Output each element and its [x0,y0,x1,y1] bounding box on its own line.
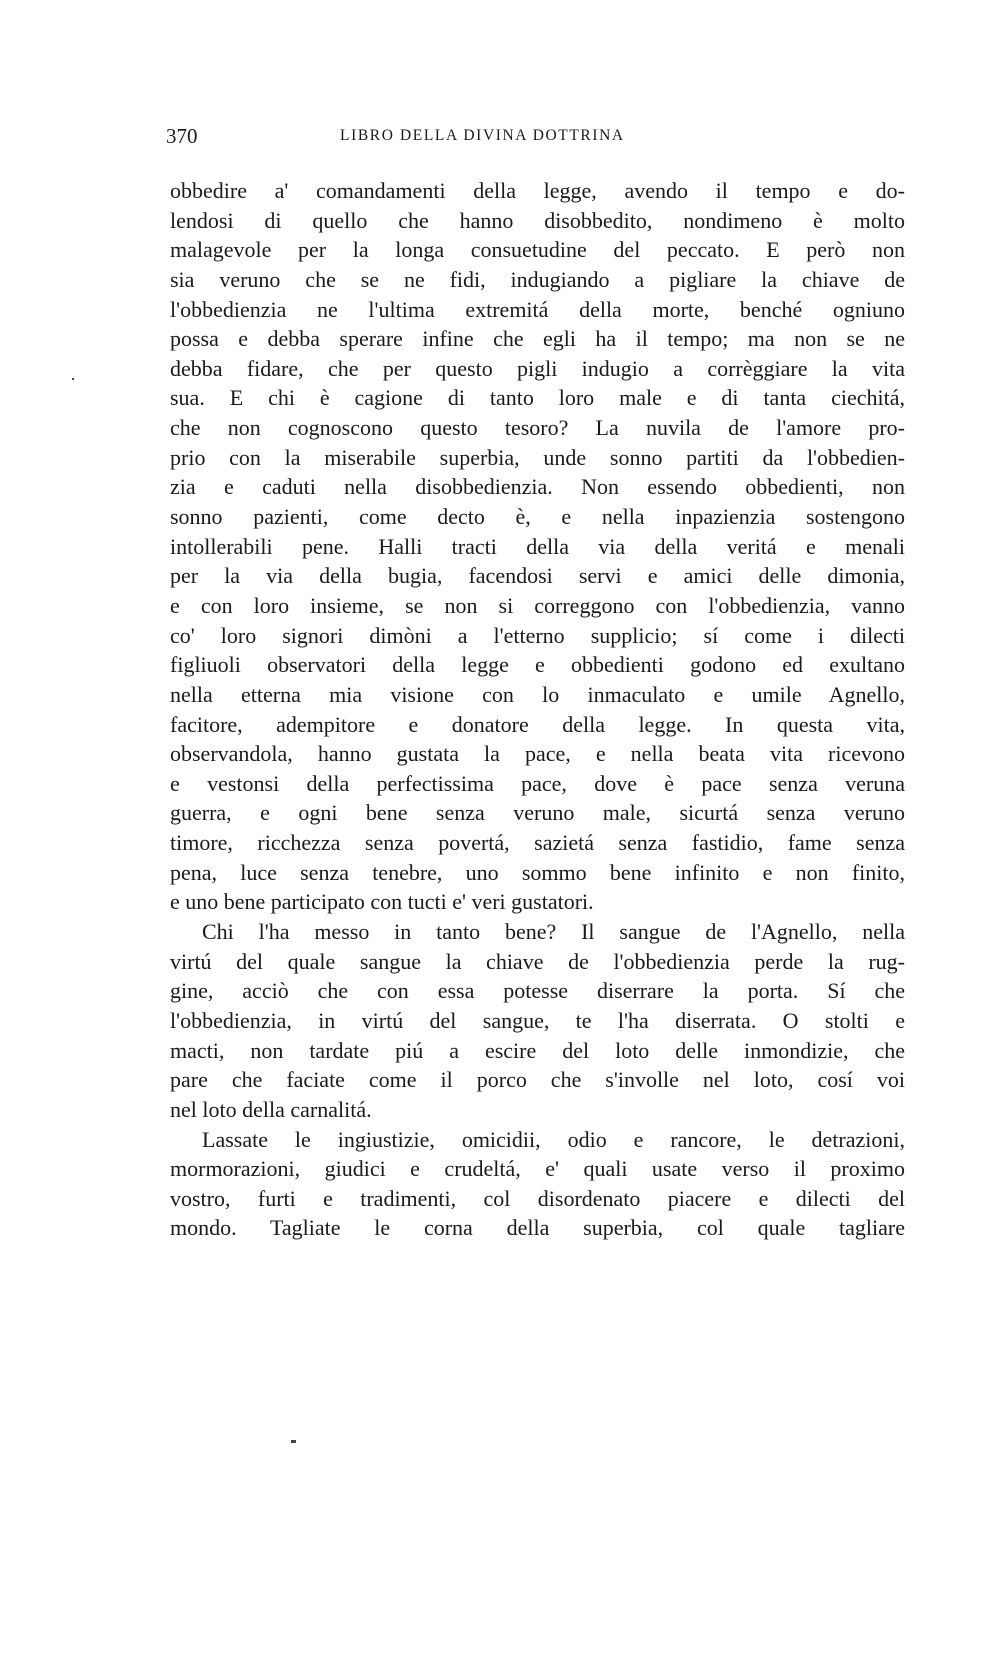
paragraph [170,917,905,1124]
text-line: nel loto della carnalitá. [170,1096,372,1122]
text-line: sia veruno che se ne fidi, indugiando a pigliare la chiave de [170,266,905,292]
text-line: Lassate le ingiustizie, omicidii, odio e rancore, le detrazioni, [202,1126,905,1152]
text-line: che non cognoscono questo tesoro? La nuvila de l'amore pro- [170,415,905,441]
scan-speck [291,1440,296,1443]
text-line: timore, ricchezza senza povertá, sazietá senza fastidio, fame senza [170,830,905,856]
text-line: e con loro insieme, se non si correggono con l'obbedienzia, vanno [170,592,905,618]
text-line: vostro, furti e tradimenti, col disordenato piacere e dilecti del [170,1185,905,1211]
paragraph [170,176,905,917]
text-line: l'obbedienzia ne l'ultima extremitá della morte, benché ogniuno [170,296,905,322]
text-line: mondo. Tagliate le corna della superbia, col quale tagliare [170,1215,905,1241]
text-line: l'obbedienzia, in virtú del sangue, te l'ha diserrata. O stolti e [170,1007,905,1033]
text-line: lendosi di quello che hanno disobbedito, nondimeno è molto [170,207,905,233]
text-line: sonno pazienti, come decto è, e nella inpazienzia sostengono [170,504,905,530]
page-number: 370 [166,124,198,148]
paragraph [170,1125,905,1244]
text-line: pare che faciate come il porco che s'involle nel loto, cosí voi [170,1067,905,1093]
text-line: gine, acciò che con essa potesse diserrare la porta. Sí che [170,978,905,1004]
text-line: nella etterna mia visione con lo inmaculato e umile Agnello, [170,681,905,707]
text-line: possa e debba sperare infine che egli ha il tempo; ma non se ne [170,326,905,352]
text-line: obbedire a' comandamenti della legge, avendo il tempo e do- [170,178,905,203]
text-line: prio con la miserabile superbia, unde sonno partiti da l'obbedien- [170,444,905,470]
text-line: per la via della bugia, facendosi servi e amici delle dimonia, [170,563,905,589]
text-line: debba fidare, che per questo pigli indugio a corrèggiare la vita [170,355,905,381]
text-line: e vestonsi della perfectissima pace, dove è pace senza veruna [170,770,905,796]
text-line: figliuoli observatori della legge e obbedienti godono ed exultano [170,652,905,678]
text-line: facitore, adempitore e donatore della legge. In questa vita, [170,711,905,737]
text-line: intollerabili pene. Halli tracti della via della veritá e menali [170,533,905,559]
text-line: zia e caduti nella disobbedienzia. Non essendo obbedienti, non [170,474,905,500]
scan-speck [72,378,74,380]
text-line: virtú del quale sangue la chiave de l'obbedienzia perde la rug- [170,948,905,974]
text-line: macti, non tardate piú a escire del loto delle inmondizie, che [170,1037,905,1063]
text-line: observandola, hanno gustata la pace, e nella beata vita ricevono [170,741,905,767]
text-line: pena, luce senza tenebre, uno sommo bene infinito e non finito, [170,859,905,885]
text-line: sua. E chi è cagione di tanto loro male e di tanta ciechitá, [170,385,905,411]
text-line: Chi l'ha messo in tanto bene? Il sangue de l'Agnello, nella [202,919,905,945]
text-line: guerra, e ogni bene senza veruno male, sicurtá senza veruno [170,800,905,826]
text-line: e uno bene participato con tucti e' veri gustatori. [170,889,594,915]
text-line: malagevole per la longa consuetudine del peccato. E però non [170,237,905,263]
text-line: mormorazioni, giudici e crudeltá, e' quali usate verso il proximo [170,1156,905,1182]
running-title: LIBRO DELLA DIVINA DOTTRINA [340,127,625,144]
body-text [170,176,905,1243]
text-line: co' loro signori dimòni a l'etterno supplicio; sí come i dilecti [170,622,905,648]
